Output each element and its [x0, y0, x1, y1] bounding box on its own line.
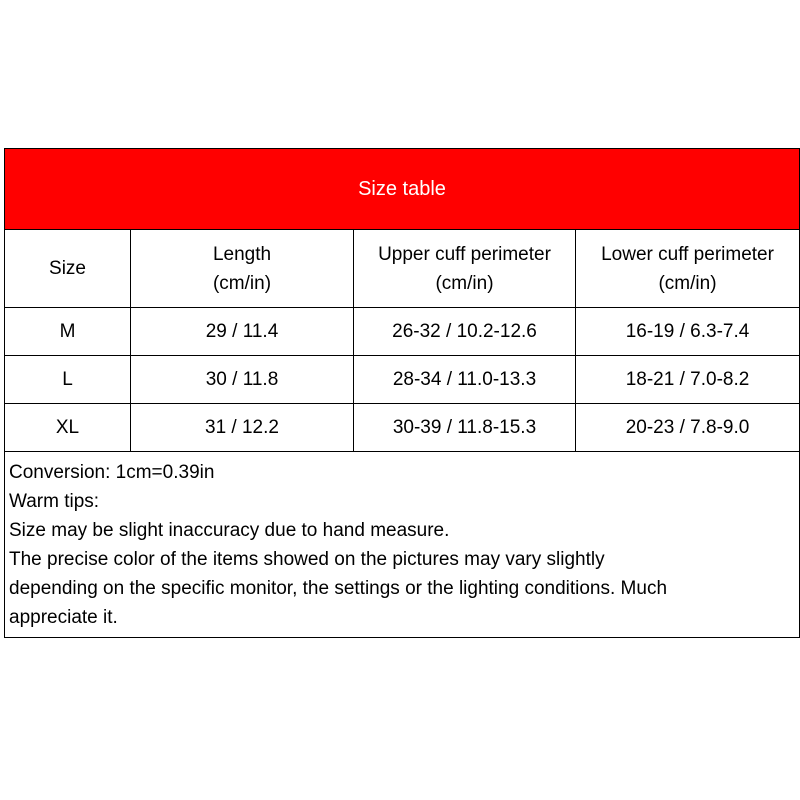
- cell-lower-cuff: 18-21 / 7.0-8.2: [576, 356, 800, 404]
- cell-size: XL: [5, 404, 131, 452]
- table-row: [5, 404, 800, 452]
- cell-upper-cuff: 28-34 / 11.0-13.3: [354, 356, 576, 404]
- column-header-unit: (cm/in): [212, 272, 272, 294]
- cell-lower-cuff: 20-23 / 7.8-9.0: [576, 404, 800, 452]
- cell-lower-cuff: 16-19 / 6.3-7.4: [576, 308, 800, 356]
- column-header-upper-cuff: [354, 230, 576, 308]
- column-header-length: [131, 230, 354, 308]
- cell-upper-cuff: 26-32 / 10.2-12.6: [354, 308, 576, 356]
- cell-length: 29 / 11.4: [131, 308, 354, 356]
- tips-heading: Warm tips:: [9, 491, 100, 512]
- column-header-unit: (cm/in): [658, 272, 717, 294]
- tip-color-line-1: The precise color of the items showed on the pictures may vary slightly: [9, 549, 605, 570]
- column-header-lower-cuff: [576, 230, 800, 308]
- column-header-size: [5, 230, 131, 308]
- tip-color-line-2: depending on the specific monitor, the settings or the lighting conditions. Much: [9, 578, 668, 599]
- column-header-label: Upper cuff perimeter: [378, 243, 551, 265]
- conversion-note: Conversion: 1cm=0.39in: [9, 462, 215, 483]
- column-header-unit: (cm/in): [435, 272, 494, 294]
- cell-size: M: [5, 308, 131, 356]
- cell-upper-cuff: 30-39 / 11.8-15.3: [354, 404, 576, 452]
- cell-size: L: [5, 356, 131, 404]
- tip-color-line-3: appreciate it.: [9, 607, 118, 628]
- title-row: [5, 149, 800, 230]
- table-row: [5, 356, 800, 404]
- column-header-label: Size: [49, 258, 86, 279]
- size-table: [4, 148, 800, 638]
- cell-length: 31 / 12.2: [131, 404, 354, 452]
- notes-cell: [5, 452, 800, 638]
- column-header-label: Lower cuff perimeter: [601, 243, 774, 265]
- column-header-label: Length: [212, 243, 272, 265]
- table-title: Size table: [5, 149, 800, 230]
- cell-length: 30 / 11.8: [131, 356, 354, 404]
- tip-measurement: Size may be slight inaccuracy due to hand measure.: [9, 520, 450, 541]
- table-row: [5, 308, 800, 356]
- header-row: [5, 230, 800, 308]
- notes-row: [5, 452, 800, 638]
